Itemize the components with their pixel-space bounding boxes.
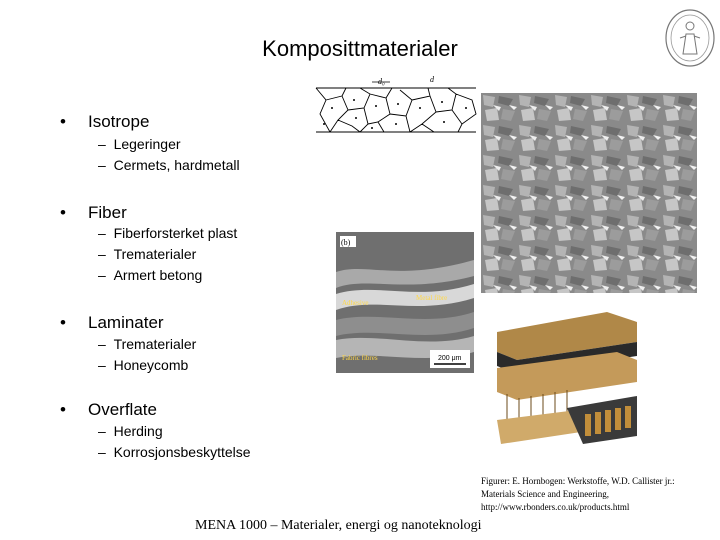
sub-item: – Fiberforsterket plast <box>98 225 238 241</box>
bullet-dot: • <box>60 313 66 332</box>
fabric-fibres-label: Fabric fibres <box>342 354 378 362</box>
bullet-label: Isotrope <box>88 112 150 131</box>
cermet-micrograph-image <box>481 93 697 293</box>
sub-item: – Cermets, hardmetall <box>98 157 240 173</box>
bullet-dot: • <box>60 400 66 419</box>
d0-label: d₀ <box>378 77 385 86</box>
metal-fibre-label: Metal fibre <box>416 294 448 302</box>
d-label: d <box>430 75 434 84</box>
slide-title: Komposittmaterialer <box>262 36 458 61</box>
adhesive-label: Adhesive <box>342 299 369 307</box>
credit-line: Materials Science and Engineering, <box>481 489 609 499</box>
sub-item: – Herding <box>98 423 163 439</box>
sub-item: – Honeycomb <box>98 357 189 373</box>
sub-item: – Armert betong <box>98 267 203 283</box>
credit-line: Figurer: E. Hornbogen: Werkstoffe, W.D. Callister jr.: <box>481 476 675 486</box>
bullet-label: Laminater <box>88 313 164 332</box>
credit-line: http://www.rbonders.co.uk/products.html <box>481 502 630 512</box>
bullet-dot: • <box>60 112 66 131</box>
bullet-label: Fiber <box>88 203 127 222</box>
scale-bar-label: 200 μm <box>438 355 462 362</box>
panel-label: (b) <box>341 238 351 247</box>
university-seal-icon <box>664 8 716 68</box>
grain-structure-diagram <box>312 74 478 136</box>
figure-credits <box>481 475 675 514</box>
bullet-dot: • <box>60 203 66 222</box>
sub-item: – Trematerialer <box>98 246 197 262</box>
sub-item: – Legeringer <box>98 136 181 152</box>
fiber-composite-micrograph <box>336 232 474 373</box>
sub-item: – Korrosjonsbeskyttelse <box>98 444 251 460</box>
footer-course-title: MENA 1000 – Materialer, energi og nanoteknologi <box>195 518 482 533</box>
bullet-label: Overflate <box>88 400 157 419</box>
sub-item: – Trematerialer <box>98 336 197 352</box>
honeycomb-panels-photo <box>497 312 637 452</box>
